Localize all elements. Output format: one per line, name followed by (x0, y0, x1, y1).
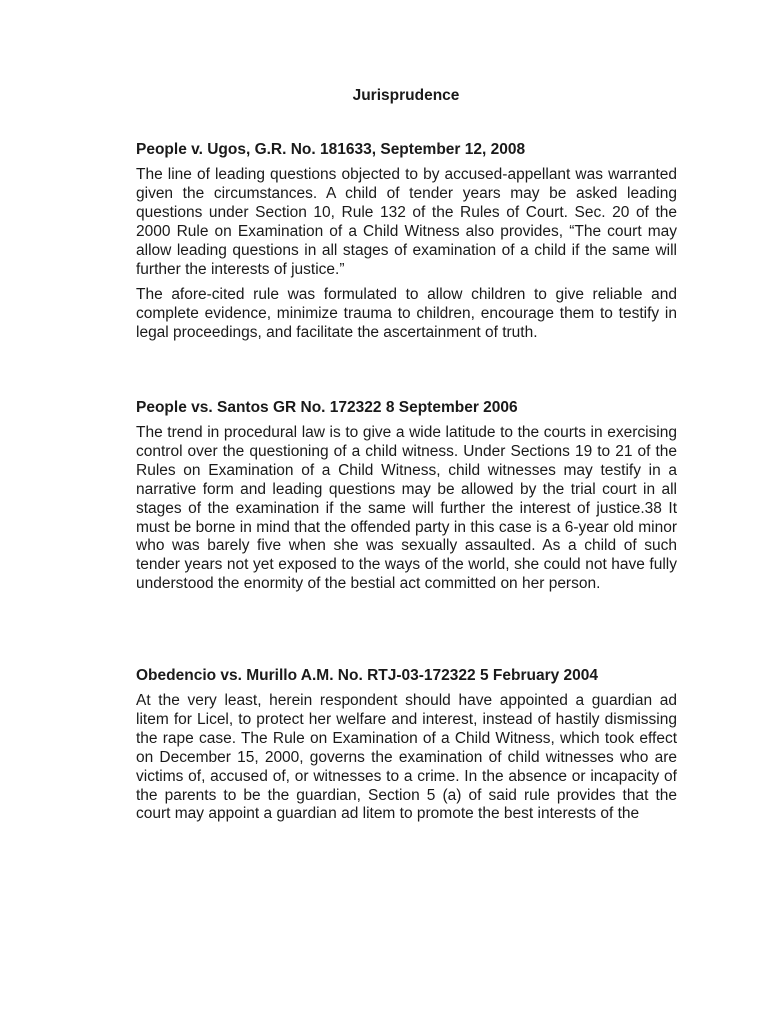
case-heading: Obedencio vs. Murillo A.M. No. RTJ-03-172322 5 February 2004 (136, 667, 599, 684)
case-heading: People vs. Santos GR No. 172322 8 September 2006 (136, 399, 518, 416)
case-section-santos (136, 398, 677, 594)
case-section-ugos (136, 140, 677, 343)
document-title: Jurisprudence (352, 87, 460, 104)
case-paragraph: The afore-cited rule was formulated to allow children to give reliable and complete evidence, minimize trauma to children, encourage them to testify in legal proceedings, and facilitate the ascertainment of truth. (136, 286, 677, 342)
case-heading: People v. Ugos, G.R. No. 181633, September 12, 2008 (136, 141, 526, 158)
case-paragraph: The line of leading questions objected to by accused-appellant was warranted given the circumstances. A child of tender years may be asked leading questions under Section 10, Rule 132 of the Rules of Court. Sec. 20 of the 2000 Rule on Examination of a Child Witness also provides, “The court may allow leading questions in all stages of examination of a child if the same will further the interests of justice.” (136, 166, 677, 278)
case-section-obedencio (136, 666, 677, 824)
case-paragraph: The trend in procedural law is to give a wide latitude to the courts in exercising control over the questioning of a child witness. Under Sections 19 to 21 of the Rules on Examination of a Child Witness, child witnesses may testify in a narrative form and leading questions may be allowed by the trial court in all stages of the examination if the same will further the interest of justice.38 It must be borne in mind that the offended party in this case is a 6-year old minor who was barely five when she was sexually assaulted. As a child of such tender years not yet exposed to the ways of the world, she could not have fully understood the enormity of the bestial act committed on her person. (136, 424, 677, 593)
case-paragraph: At the very least, herein respondent should have appointed a guardian ad litem for Licel, to protect her welfare and interest, instead of hastily dismissing the rape case. The Rule on Examination of a Child Witness, which took effect on December 15, 2000, governs the examination of child witnesses who are victims of, accused of, or witnesses to a crime. In the absence or incapacity of the parents to be the guardian, Section 5 (a) of said rule provides that the court may appoint a guardian ad litem to promote the best interests of the (136, 692, 677, 823)
